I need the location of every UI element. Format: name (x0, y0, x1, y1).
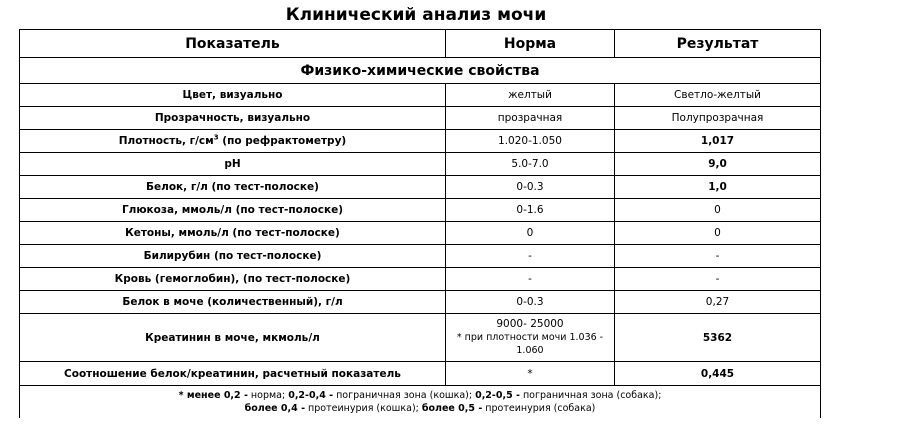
indicator-name: Кровь (гемоглобин), (по тест-полоске) (20, 268, 446, 291)
norm-value: - (446, 268, 615, 291)
norm-value: 0 (446, 222, 615, 245)
table-row (20, 199, 821, 222)
urinalysis-table (19, 29, 821, 418)
indicator-name (20, 130, 446, 153)
norm-value: 9000- 25000 (496, 318, 564, 330)
indicator-name: Глюкоза, ммоль/л (по тест-полоске) (20, 199, 446, 222)
indicator-name: Креатинин в моче, мкмоль/л (20, 314, 446, 362)
table-row (20, 314, 821, 362)
footnote-threshold: более 0,4 - (244, 403, 306, 414)
column-header-indicator: Показатель (20, 30, 446, 58)
table-row (20, 130, 821, 153)
norm-value: желтый (446, 84, 615, 107)
indicator-name-prefix: Плотность, г/см (118, 135, 214, 147)
section-row (20, 58, 821, 84)
table-row (20, 176, 821, 199)
footnote-text: пограничная зона (кошка); (333, 390, 476, 401)
norm-value: - (446, 245, 615, 268)
section-title: Физико-химические свойства (20, 58, 821, 84)
result-value: Светло-желтый (615, 84, 821, 107)
indicator-name: Белок в моче (количественный), г/л (20, 291, 446, 314)
result-value: Полупрозрачная (615, 107, 821, 130)
result-value: 0,27 (615, 291, 821, 314)
norm-value: 0-1.6 (446, 199, 615, 222)
indicator-name: pH (20, 153, 446, 176)
result-value: - (615, 245, 821, 268)
norm-value: прозрачная (446, 107, 615, 130)
header-row (20, 30, 821, 58)
indicator-name: Кетоны, ммоль/л (по тест-полоске) (20, 222, 446, 245)
result-value: - (615, 268, 821, 291)
footnote-threshold: * менее 0,2 - (178, 390, 248, 401)
footnote-text: протеинурия (собака) (482, 403, 596, 414)
table-row (20, 362, 821, 386)
indicator-name: Прозрачность, визуально (20, 107, 446, 130)
indicator-name-superscript: 3 (213, 133, 219, 142)
column-header-result: Результат (615, 30, 821, 58)
indicator-name-suffix: (по рефрактометру) (218, 135, 347, 147)
table-row (20, 84, 821, 107)
table-row (20, 107, 821, 130)
norm-cell (446, 314, 615, 362)
footnote-row (20, 386, 821, 419)
table-row (20, 291, 821, 314)
norm-note: * при плотности мочи 1.036 - 1.060 (456, 332, 604, 356)
table-row (20, 268, 821, 291)
table-row (20, 245, 821, 268)
norm-value: * (446, 362, 615, 386)
indicator-name: Билирубин (по тест-полоске) (20, 245, 446, 268)
result-value: 0 (615, 199, 821, 222)
indicator-name: Соотношение белок/креатинин, расчетный показатель (20, 362, 446, 386)
norm-value: 0-0.3 (446, 176, 615, 199)
table-row (20, 222, 821, 245)
footnote-text: пограничная зона (собака); (519, 390, 662, 401)
result-value: 0,445 (615, 362, 821, 386)
result-value: 1,0 (615, 176, 821, 199)
result-value: 1,017 (615, 130, 821, 153)
norm-value: 5.0-7.0 (446, 153, 615, 176)
footnote-text: норма; (247, 390, 289, 401)
footnote-threshold: более 0,5 - (421, 403, 483, 414)
result-value: 9,0 (615, 153, 821, 176)
footnote-threshold: 0,2-0,5 - (475, 390, 520, 401)
table-row (20, 153, 821, 176)
norm-value: 0-0.3 (446, 291, 615, 314)
indicator-name: Белок, г/л (по тест-полоске) (20, 176, 446, 199)
result-value: 5362 (615, 314, 821, 362)
norm-value: 1.020-1.050 (446, 130, 615, 153)
indicator-name: Цвет, визуально (20, 84, 446, 107)
result-value: 0 (615, 222, 821, 245)
page-title: Клинический анализ мочи (285, 5, 547, 25)
footnote-threshold: 0,2-0,4 - (288, 390, 334, 401)
footnote (20, 386, 821, 419)
column-header-norm: Норма (446, 30, 615, 58)
footnote-text: протеинурия (кошка); (305, 403, 422, 414)
